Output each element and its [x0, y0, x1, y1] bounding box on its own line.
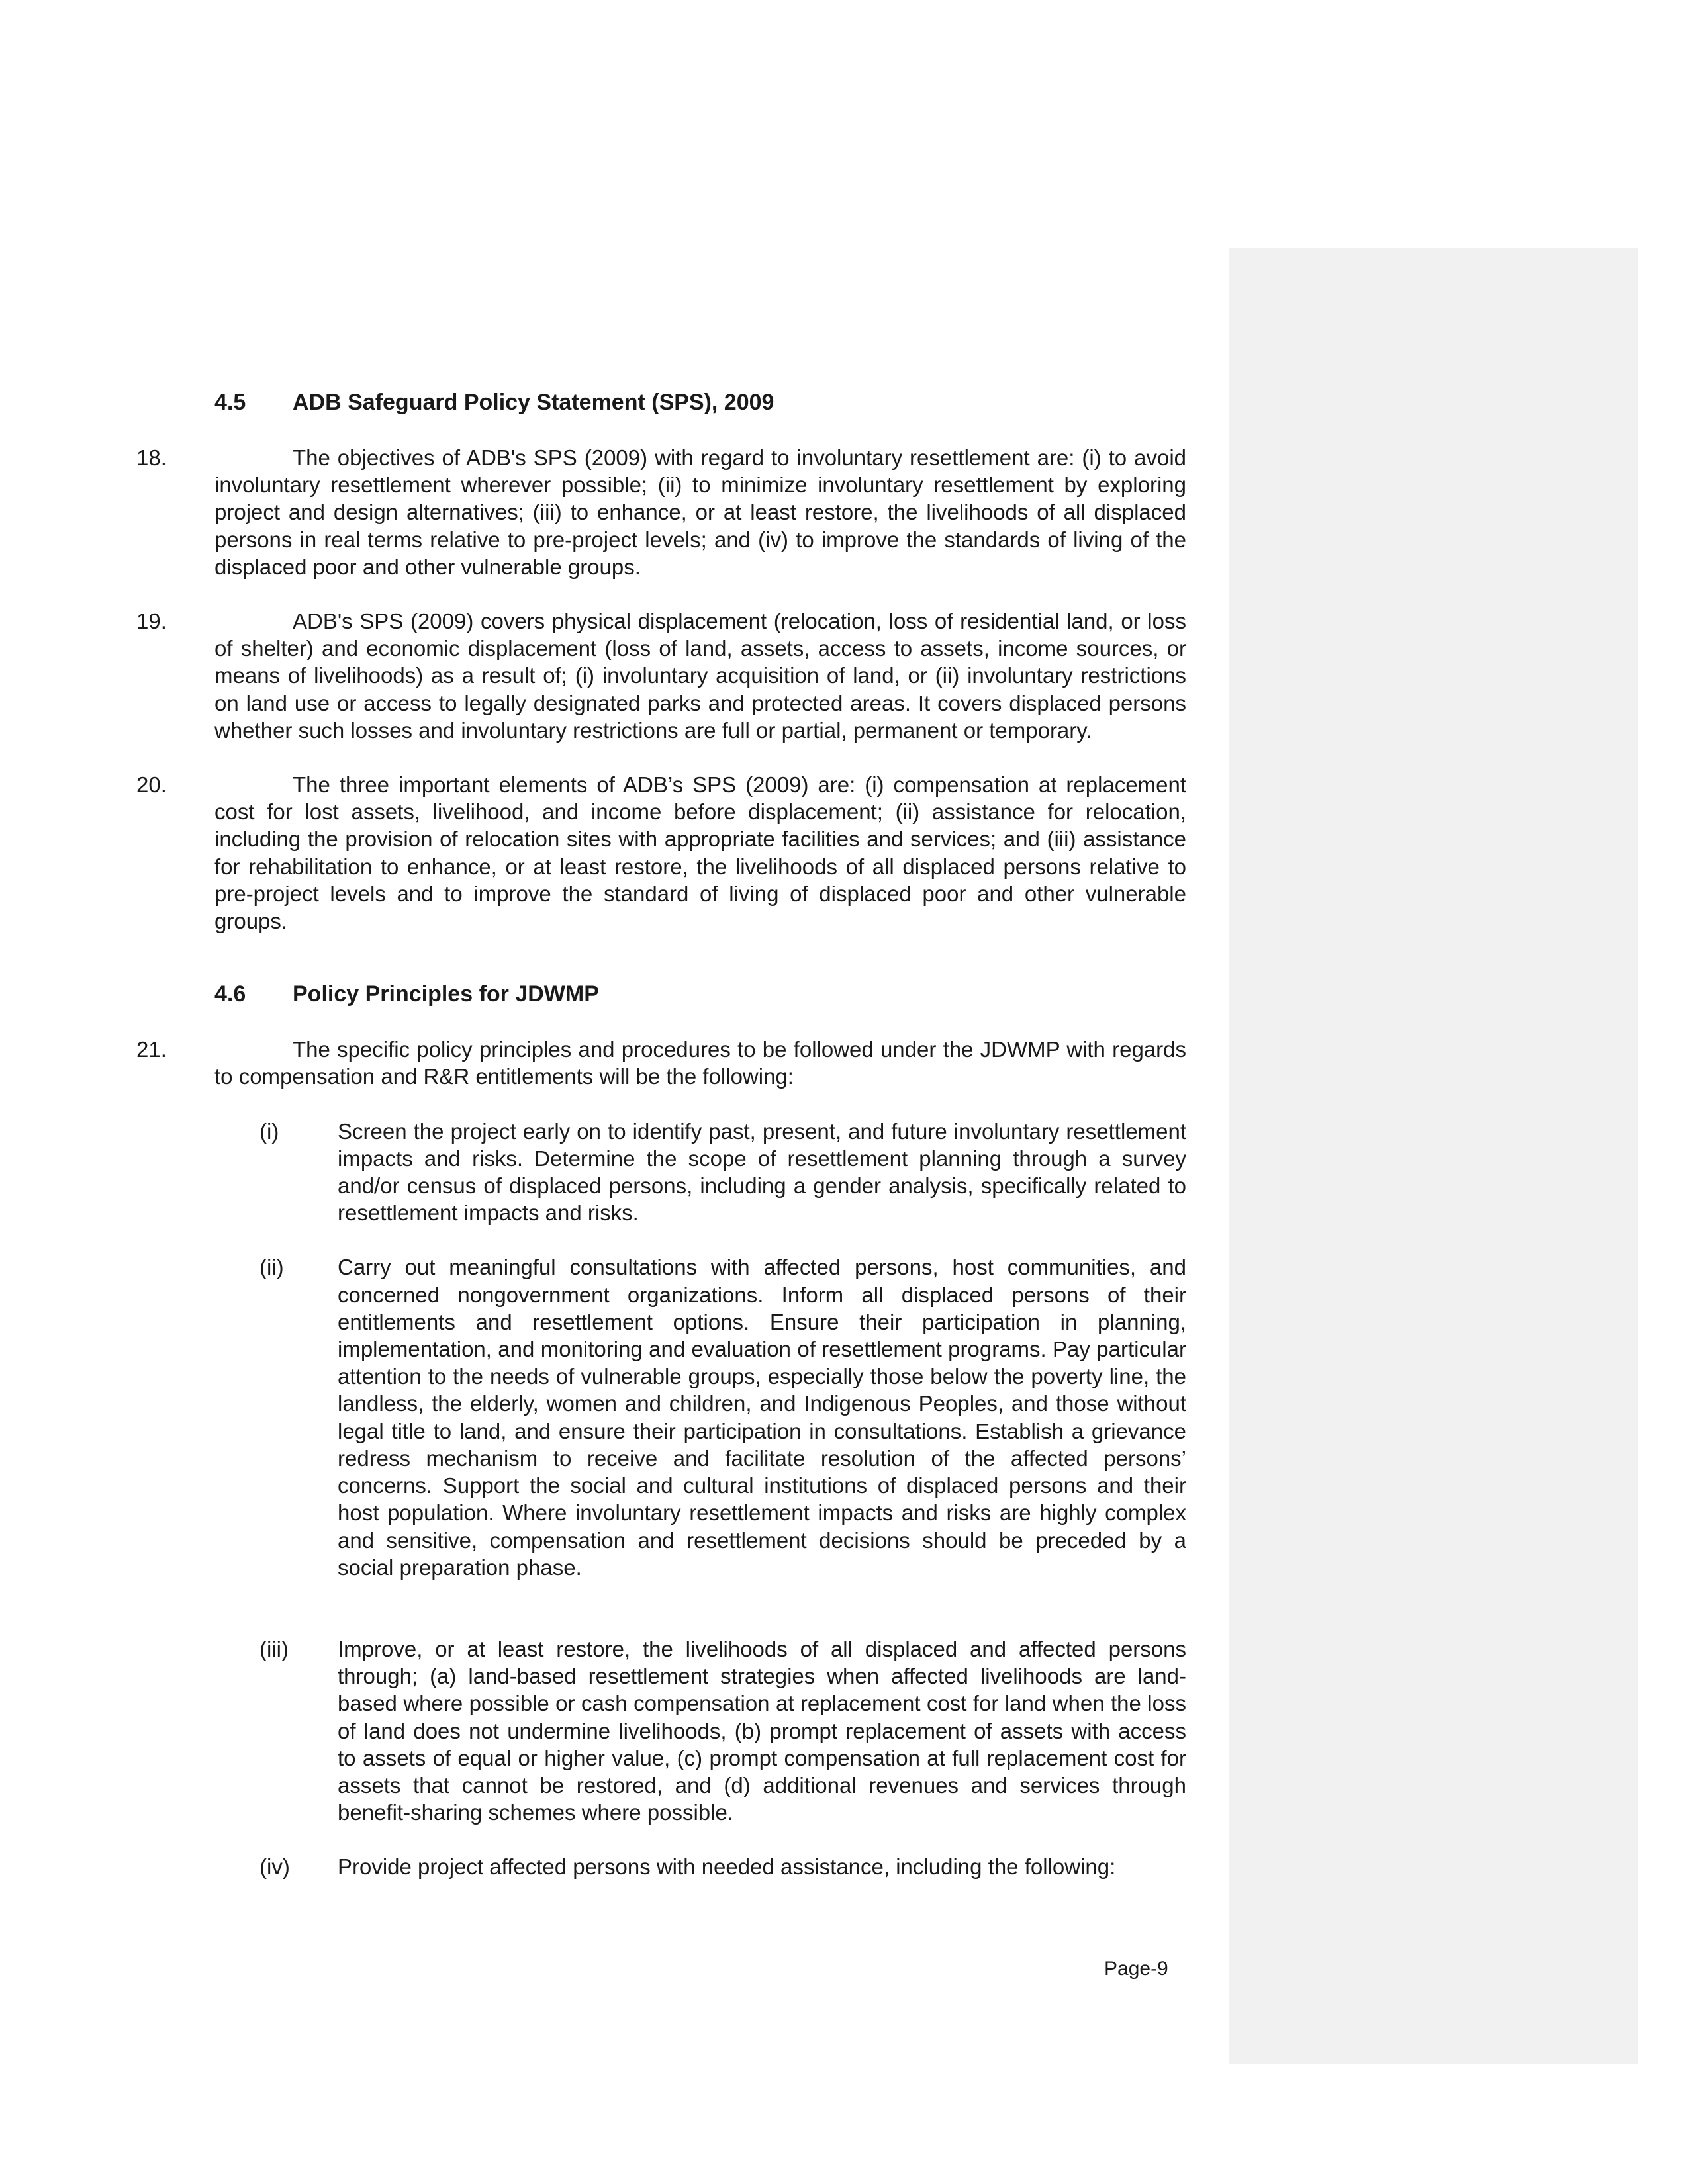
- paragraph-text: The specific policy principles and procedures to be followed under the JDWMP with regards to compensation and R&R entitlements will be the following:: [214, 1037, 1186, 1089]
- section-title: ADB Safeguard Policy Statement (SPS), 2009: [293, 390, 774, 415]
- paragraph-20: [136, 771, 1186, 934]
- list-marker: (ii): [259, 1255, 284, 1280]
- paragraph-18: [136, 444, 1186, 580]
- section-number: 4.5: [214, 390, 246, 415]
- list-item-text: Improve, or at least restore, the livelihoods of all displaced and affected persons through; (a) land-based resettlement strategies when affected livelihoods are land-based where possible or cash compensation at replacement cost for land when the loss of land does not undermine livelihoods, (b) prompt replacement of assets with access to assets of equal or higher value, (c) prompt compensation at full replacement cost for assets that cannot be restored, and (d) additional revenues and services through benefit-sharing schemes where possible.: [338, 1636, 1186, 1825]
- paragraph-19: [136, 608, 1186, 744]
- document-body: [136, 389, 1186, 1881]
- section-title: Policy Principles for JDWMP: [293, 981, 599, 1007]
- paragraph-number: 18.: [136, 445, 167, 470]
- list-marker: (iv): [259, 1854, 290, 1880]
- page-number: Page-9: [1104, 1958, 1168, 1979]
- list-item-text: Provide project affected persons with needed assistance, including the following:: [338, 1854, 1116, 1880]
- list-marker: (iii): [259, 1636, 289, 1661]
- principle-item: [214, 1635, 1186, 1826]
- paragraph-number: 20.: [136, 772, 167, 797]
- principle-item: [214, 1253, 1186, 1580]
- paragraph-21: [136, 1036, 1186, 1090]
- principle-item: [214, 1853, 1186, 1880]
- paragraph-text: The three important elements of ADB’s SPS (2009) are: (i) compensation at replacement cost for lost assets, livelihood, and income before displacement; (ii) assistance for relocation, including the provision of relocation sites with appropriate facilities and services; and (iii) assistance for rehabilitation to enhance, or at least restore, the livelihoods of all displaced persons relative to pre-project levels and to improve the standard of living of displaced poor and other vulnerable groups.: [214, 772, 1186, 934]
- list-item-text: Screen the project early on to identify past, present, and future involuntary resettlement impacts and risks. Determine the scope of resettlement planning through a survey and/or census of displaced persons, including a gender analysis, specifically related to resettlement impacts and risks.: [338, 1118, 1186, 1226]
- section-heading-4-6: [214, 981, 1186, 1008]
- paragraph-number: 21.: [136, 1037, 167, 1062]
- paragraph-text: The objectives of ADB's SPS (2009) with regard to involuntary resettlement are: (i) to avoid involuntary resettlement wherever possible; (ii) to minimize involuntary resettlement by exploring project and design alternatives; (iii) to enhance, or at least restore, the livelihoods of all displaced persons in real terms relative to pre-project levels; and (iv) to improve the standards of living of the displaced poor and other vulnerable groups.: [214, 445, 1186, 579]
- paragraph-number: 19.: [136, 609, 167, 634]
- principle-item: [214, 1118, 1186, 1227]
- paragraph-text: ADB's SPS (2009) covers physical displacement (relocation, loss of residential land, or loss of shelter) and economic displacement (loss of land, assets, access to assets, income sources, or means of livelihoods) as a result of; (i) involuntary acquisition of land, or (ii) involuntary restrictions on land use or access to legally designated parks and protected areas. It covers displaced persons whether such losses and involuntary restrictions are full or partial, permanent or temporary.: [214, 609, 1186, 743]
- list-marker: (i): [259, 1118, 279, 1144]
- section-heading-4-5: [214, 389, 1186, 416]
- list-item-text: Carry out meaningful consultations with affected persons, host communities, and concerned nongovernment organizations. Inform all displaced persons of their entitlements and resettlement options. Ensure their participation in planning, implementation, and monitoring and evaluation of resettlement programs. Pay particular attention to the needs of vulnerable groups, especially those below the poverty line, the landless, the elderly, women and children, and Indigenous Peoples, and those without legal title to land, and ensure their participation in consultations. Establish a grievance redress mechanism to receive and facilitate resolution of the affected persons’ concerns. Support the social and cultural institutions of displaced persons and their host population. Where involuntary resettlement impacts and risks are highly complex and sensitive, compensation and resettlement decisions should be preceded by a social preparation phase.: [338, 1255, 1186, 1580]
- comment-margin-pane: [1229, 248, 1638, 2064]
- section-number: 4.6: [214, 981, 246, 1007]
